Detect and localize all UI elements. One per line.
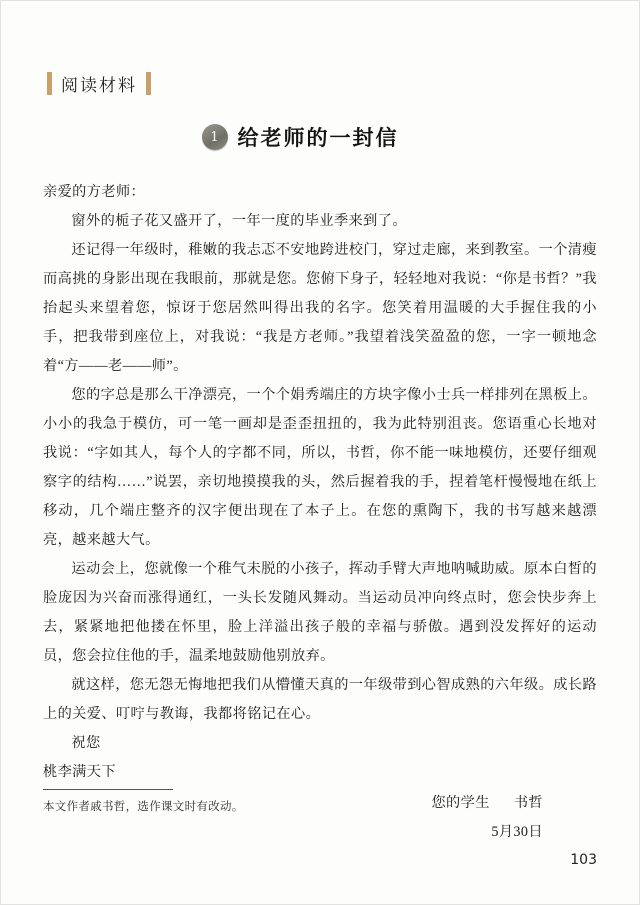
letter-closing-line-1: 祝您 (71, 735, 101, 751)
letter-paragraph: 您的字总是那么干净漂亮，一个个娟秀端庄的方块字像小士兵一样排列在黑板上。小小的我急于模仿，可一笔一画却是歪歪扭扭的，我为此特别沮丧。您语重心长地对我说：“字如其人，每个人的字都不同，所以，书哲，你不能一味地模仿，还要仔细观察字的结构……”说罢，亲切地摸摸我的头，然后握着我的手，捏着笔杆慢慢地在纸上移动，几个端庄整齐的汉字便出现在了本子上。在您的熏陶下，我的书写越来越漂亮，越来越大气。 (43, 387, 597, 548)
letter-salutation: 亲爱的方老师： (43, 184, 146, 200)
page-title: 给老师的一封信 (237, 125, 399, 150)
lesson-title-row (43, 122, 557, 152)
footnote-area (43, 789, 597, 814)
letter-closing-line-2: 桃李满天下 (43, 764, 116, 780)
page-content (43, 31, 597, 874)
letter-paragraph: 窗外的栀子花又盛开了，一年一度的毕业季来到了。 (71, 213, 407, 229)
footnote-text: 本文作者戚书哲，选作课文时有改动。 (43, 799, 244, 813)
footnote-divider (43, 789, 173, 790)
signature-date: 5月30日 (491, 824, 543, 840)
section-bar-right-icon (146, 72, 151, 95)
lesson-number-badge: 1 (202, 124, 228, 150)
letter-paragraph: 还记得一年级时，稚嫩的我忐忑不安地跨进校门，穿过走廊，来到教室。一个清瘦而高挑的身影出现在我眼前，那就是您。您俯下身子，轻轻地对我说：“你是书哲？”我抬起头来望着您，惊讶于您居然叫得出我的名字。您笑着用温暖的大手握住我的小手，把我带到座位上，对我说：“我是方老师。”我望着浅笑盈盈的您，一字一顿地念着“方——老——师”。 (43, 242, 597, 374)
section-bar-left-icon (47, 72, 52, 95)
letter-paragraph: 运动会上，您就像一个稚气未脱的小孩子，挥动手臂大声地呐喊助威。原本白皙的脸庞因为兴奋而涨得通红，一头长发随风舞动。当运动员冲向终点时，您会快步奔上去，紧紧地把他搂在怀里，脸上洋溢出孩子般的幸福与骄傲。遇到没发挥好的运动员，您会拉住他的手，温柔地鼓励他别放弃。 (43, 561, 597, 664)
letter-body (43, 178, 597, 787)
letter-paragraph: 就这样，您无怨无悔地把我们从懵懂天真的一年级带到心智成熟的六年级。成长路上的关爱、叮咛与教诲，我都将铭记在心。 (43, 677, 597, 722)
signature-name: 书哲 (513, 795, 543, 811)
section-label-text: 阅读材料 (61, 76, 137, 96)
page-number: 103 (570, 852, 597, 868)
section-label (47, 71, 597, 96)
signature-role: 您的学生 (431, 795, 490, 811)
